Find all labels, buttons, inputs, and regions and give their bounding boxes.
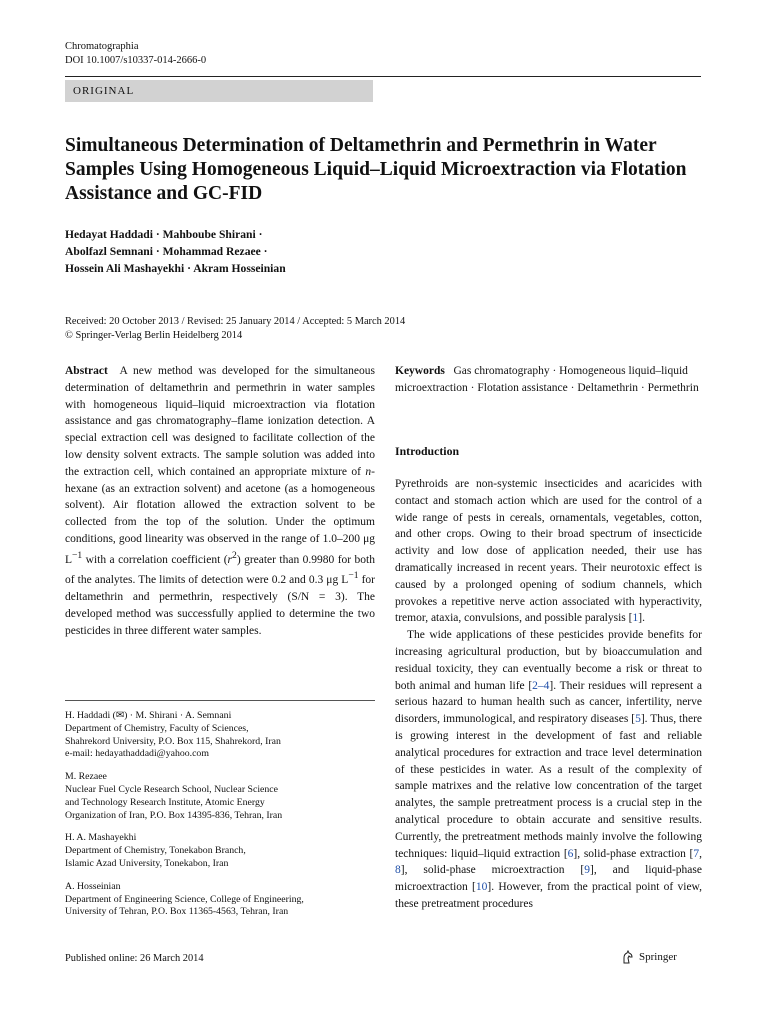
publisher-logo (621, 950, 677, 964)
paragraph-text: ], and liquid-phase microextraction [ (395, 864, 702, 894)
affiliation-line: A. Hosseinian (65, 880, 121, 892)
citation-link[interactable]: 8 (395, 864, 401, 877)
keywords-label: Keywords (395, 365, 445, 377)
abstract-text: ) greater than 0.9980 for both of the analytes. The limits of detection were 0.2 and 0.3 μg L (65, 553, 375, 587)
doi[interactable]: DOI 10.1007/s10337-014-2666-0 (65, 55, 207, 66)
affiliation-block (65, 710, 385, 761)
footnote-rule (65, 700, 375, 701)
superscript: −1 (348, 570, 359, 582)
citation-link[interactable]: 2–4 (532, 679, 550, 692)
author-list (65, 226, 565, 277)
affiliation-line: H. Haddadi (✉) · M. Shirani · A. Semnani (65, 710, 232, 721)
published-online: Published online: 26 March 2014 (65, 953, 204, 964)
citation-link[interactable]: 9 (584, 864, 590, 877)
publisher-name: Springer (639, 951, 677, 963)
journal-name: Chromatographia (65, 41, 139, 52)
affiliation-line: University of Tehran, P.O. Box 11365-4563, Tehran, Iran (65, 906, 289, 918)
springer-horse-icon (621, 950, 635, 964)
author-line: Hedayat Haddadi · Mahboube Shirani · (65, 228, 263, 241)
affiliation-line: and Technology Research Institute, Atomic Energy (65, 796, 265, 808)
superscript: −1 (72, 549, 83, 561)
affiliation-line: Department of Engineering Science, College of Engineering, (65, 893, 304, 905)
affiliation-line: Shahrekord University, P.O. Box 115, Shahrekord, Iran (65, 735, 281, 747)
citation-link[interactable]: 7 (693, 847, 700, 860)
affiliation-line: Nuclear Fuel Cycle Research School, Nuclear Science (65, 783, 278, 795)
date-history: Received: 20 October 2013 / Revised: 25 January 2014 / Accepted: 5 March 2014 (65, 316, 406, 327)
author-line: Abolfazl Semnani · Mohammad Rezaee · (65, 245, 268, 258)
paragraph-text: ]. (638, 612, 645, 625)
keywords-text: Gas chromatography · Homogeneous liquid–liquid microextraction · Flotation assistance · Deltamethrin · Permethrin (395, 365, 699, 394)
article-dates (65, 315, 565, 342)
affiliations (65, 710, 385, 929)
introduction-heading: Introduction (395, 444, 460, 458)
author-line: Hossein Ali Mashayekhi · Akram Hosseinian (65, 262, 286, 275)
citation-link[interactable]: 6 (567, 847, 574, 860)
paragraph: The wide applications of these pesticides provide benefits for increasing agricultural production, but by bioaccumulation and residual toxicity, they can eventually become a risk or threat to both animal and human life [2–4]. Their residues will represent a serious hazard to human health such as cancer, infertility, nerve disorders, immunological, and respiratory diseases [5]. Thus, there is growing interest in the development of fast and reliable analytical procedures for extraction and trace level determination of these pesticides in water. As a result of the complexity of sample matrixes and the relative low concentration of the target analytes, the sample pretreatment process is a crucial step in the analytical procedure to obtain accurate and sensitive results. Currently, the pretreatment methods mainly involve the following techniques: liquid–liquid extraction [6], solid-phase extraction [7, 8], solid-phase microextraction [9], and liquid-phase microextraction [10]. However, from the practical point of view, these pretreatment procedures (395, 629, 703, 910)
citation-link[interactable]: 10 (475, 881, 488, 894)
affiliation-block (65, 881, 385, 919)
affiliation-line: Islamic Azad University, Tonekabon, Iran (65, 857, 229, 869)
paragraph-text: ], solid-phase extraction [ (573, 847, 694, 860)
affiliation-line: H. A. Mashayekhi (65, 832, 137, 844)
abstract-italic: n (365, 465, 372, 478)
affiliation-block (65, 771, 385, 822)
affiliation-line: Organization of Iran, P.O. Box 14395-836, Tehran, Iran (65, 809, 283, 821)
introduction-body (395, 476, 702, 913)
affiliation-line: Department of Chemistry, Tonekabon Branch, (65, 845, 246, 857)
abstract-text: A new method was developed for the simultaneous determination of deltamethrin and permethrin in water samples with homogeneous liquid–liquid microextraction via flotation assistance and gas chromatography–flame ionization detection. A special extraction cell was designed to facilitate collection of the low density solvent extracts. The sample solution was added into the extraction cell, which contained an appropriate mixture of (65, 365, 375, 478)
abstract-text: with a correlation coefficient ( (82, 553, 228, 566)
paragraph-text: ]. However, from the practical point of view, these pretreatment procedures (395, 881, 702, 910)
paragraph (395, 476, 702, 627)
paragraph-text: The wide applications of these pesticides provide benefits for increasing agricultural production, but by bioaccumulation and residual toxicity, they can eventually become a risk or threat to both animal and human life [ (395, 629, 702, 692)
affiliation-line: M. Rezaee (65, 771, 107, 783)
abstract-text: for deltamethrin and permethrin, respectively (S/N = 3). The developed method was successfully applied to determine the two pesticides in three different water samples. (65, 574, 375, 637)
header-rule (65, 76, 701, 77)
paragraph-text: ]. Thus, there is growing interest in the development of fast and reliable analytical procedures for extraction and trace level determination of these pesticides in water. As a result of the complexity of sample matrixes and the relative low concentration of the target analytes, the sample pretreatment process is a crucial step in the analytical procedure to obtain accurate and sensitive results. Currently, the pretreatment methods mainly involve the following techniques: liquid–liquid extraction [ (395, 713, 703, 860)
affiliation-block (65, 832, 385, 870)
superscript: 2 (232, 549, 237, 561)
journal-header (65, 40, 206, 68)
paragraph-text: Pyrethroids are non-systemic insecticides and acaricides with contact and stomach action which are used for the control of a wide range of pests in cereals, ornamentals, vegetables, cotton, and other crops. Owing to their broad spectrum of insecticide activity and low dose of application needed, their use has dramatically increased in recent years. Their neurotoxic effect is caused by a prolonged opening of sodium channels, which provokes a repetitive nerve action associated with hyperactivity, tremor, ataxia, convulsions, and possible paralysis [ (395, 478, 702, 625)
article-title: Simultaneous Determination of Deltamethrin and Permethrin in Water Samples Using Homogeneous Liquid–Liquid Microextraction via Flotation Assistance and GC-FID (65, 135, 687, 204)
abstract-italic: r (227, 553, 233, 566)
keywords (395, 363, 702, 397)
abstract-label: Abstract (65, 365, 108, 377)
abstract (65, 363, 375, 639)
paragraph-text: ]. Their residues will represent a serious hazard to human health such as cancer, infertility, nerve disorders, immunological, and respiratory diseases [ (395, 679, 702, 726)
section-tag: ORIGINAL (65, 80, 373, 102)
citation-link[interactable]: 1 (632, 612, 639, 625)
paragraph-text: ], solid-phase microextraction [ (400, 864, 585, 877)
citation-link[interactable]: 5 (635, 713, 641, 726)
email-link[interactable]: e-mail: hedayathaddadi@yahoo.com (65, 748, 209, 760)
copyright: © Springer-Verlag Berlin Heidelberg 2014 (65, 329, 243, 341)
abstract-text: -hexane (as an extraction solvent) and acetone (as a homogeneous solvent). Air flotation allowed the extraction solvent to be collected from the top of the solution. Under the optimum conditions, good linearity was observed in the range of 1.0–200 μg L (65, 465, 375, 566)
affiliation-line: Department of Chemistry, Faculty of Sciences, (65, 722, 249, 734)
